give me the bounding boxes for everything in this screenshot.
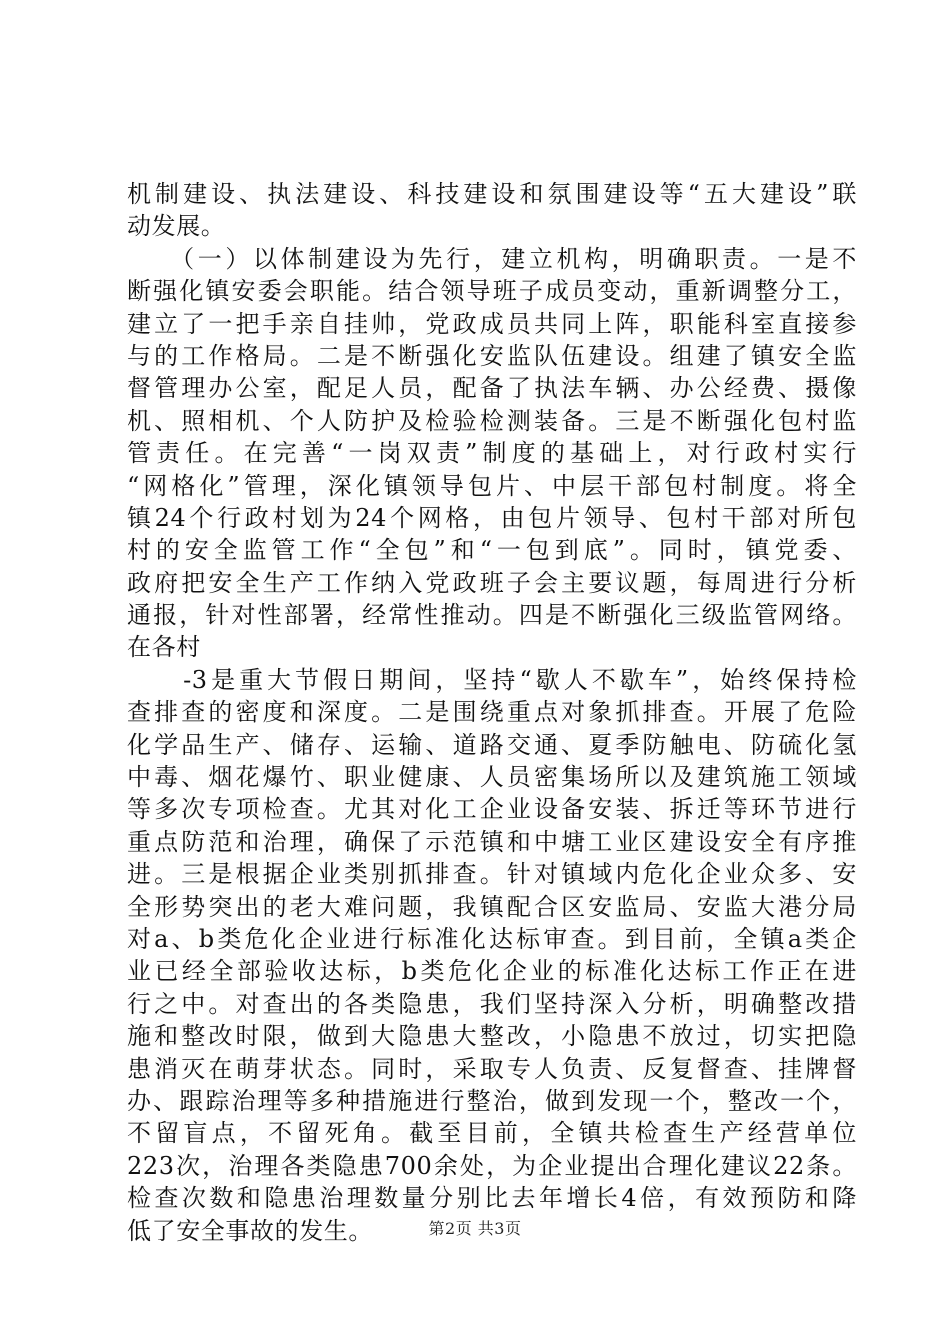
text-line: 与的工作格局。二是不断强化安监队伍建设。组建了镇安全监 <box>127 341 857 370</box>
text-line: 督管理办公室，配足人员，配备了执法车辆、办公经费、摄像 <box>127 374 857 403</box>
text-line: 查排查的密度和深度。二是围绕重点对象抓排查。开展了危险 <box>127 698 857 727</box>
text-line: 等多次专项检查。尤其对化工企业设备安装、拆迁等环节进行 <box>127 795 857 824</box>
text-line: 村的安全监管工作“全包”和“一包到底”。同时，镇党委、 <box>127 536 857 565</box>
text-line: 患消灭在萌芽状态。同时，采取专人负责、反复督查、挂牌督 <box>127 1054 857 1083</box>
text-line: （一）以体制建设为先行，建立机构，明确职责。一是不 <box>127 244 857 273</box>
text-line: 重点防范和治理，确保了示范镇和中塘工业区建设安全有序推 <box>127 827 857 856</box>
text-line: 行之中。对查出的各类隐患，我们坚持深入分析，明确整改措 <box>127 989 857 1018</box>
text-line: 对a、b类危化企业进行标准化达标审查。到目前，全镇a类企 <box>127 924 857 953</box>
document-body <box>127 178 857 1247</box>
text-line: 中毒、烟花爆竹、职业健康、人员密集场所以及建筑施工领域 <box>127 763 857 792</box>
text-line: 机、照相机、个人防护及检验检测装备。三是不断强化包村监 <box>127 406 857 435</box>
page-footer: 第2页 共3页 <box>428 1219 522 1238</box>
text-line: 镇24个行政村划为24个网格，由包片领导、包村干部对所包 <box>127 503 857 532</box>
text-line: “网格化”管理，深化镇领导包片、中层干部包村制度。将全 <box>127 471 857 500</box>
text-line: 管责任。在完善“一岗双责”制度的基础上，对行政村实行 <box>127 439 857 468</box>
text-line: 低了安全事故的发生。 <box>127 1216 373 1245</box>
text-line: 断强化镇安委会职能。结合领导班子成员变动，重新调整分工， <box>127 277 857 306</box>
text-line: 建立了一把手亲自挂帅，党政成员共同上阵，职能科室直接参 <box>127 309 857 338</box>
text-line: 动发展。 <box>127 212 226 241</box>
text-line: 业已经全部验收达标，b类危化企业的标准化达标工作正在进 <box>127 957 857 986</box>
text-line: -3是重大节假日期间，坚持“歇人不歇车”，始终保持检 <box>127 665 857 694</box>
text-line: 不留盲点，不留死角。截至目前，全镇共检查生产经营单位 <box>127 1119 857 1148</box>
text-line: 进。三是根据企业类别抓排查。针对镇域内危化企业众多、安 <box>127 860 857 889</box>
text-line: 机制建设、执法建设、科技建设和氛围建设等“五大建设”联 <box>127 180 857 208</box>
text-line: 检查次数和隐患治理数量分别比去年增长4倍，有效预防和降 <box>127 1184 857 1213</box>
text-line: 办、跟踪治理等多种措施进行整治，做到发现一个，整改一个， <box>127 1086 857 1115</box>
text-line: 223次，治理各类隐患700余处，为企业提出合理化建议22条。 <box>127 1151 857 1180</box>
text-line: 政府把安全生产工作纳入党政班子会主要议题，每周进行分析 <box>127 568 857 597</box>
text-line: 施和整改时限，做到大隐患大整改，小隐患不放过，切实把隐 <box>127 1022 857 1051</box>
text-line: 通报，针对性部署，经常性推动。四是不断强化三级监管网络。 <box>127 601 857 630</box>
text-line: 全形势突出的老大难问题，我镇配合区安监局、安监大港分局 <box>127 892 857 921</box>
text-line: 化学品生产、储存、运输、道路交通、夏季防触电、防硫化氢 <box>127 730 857 759</box>
text-line: 在各村 <box>127 633 201 662</box>
